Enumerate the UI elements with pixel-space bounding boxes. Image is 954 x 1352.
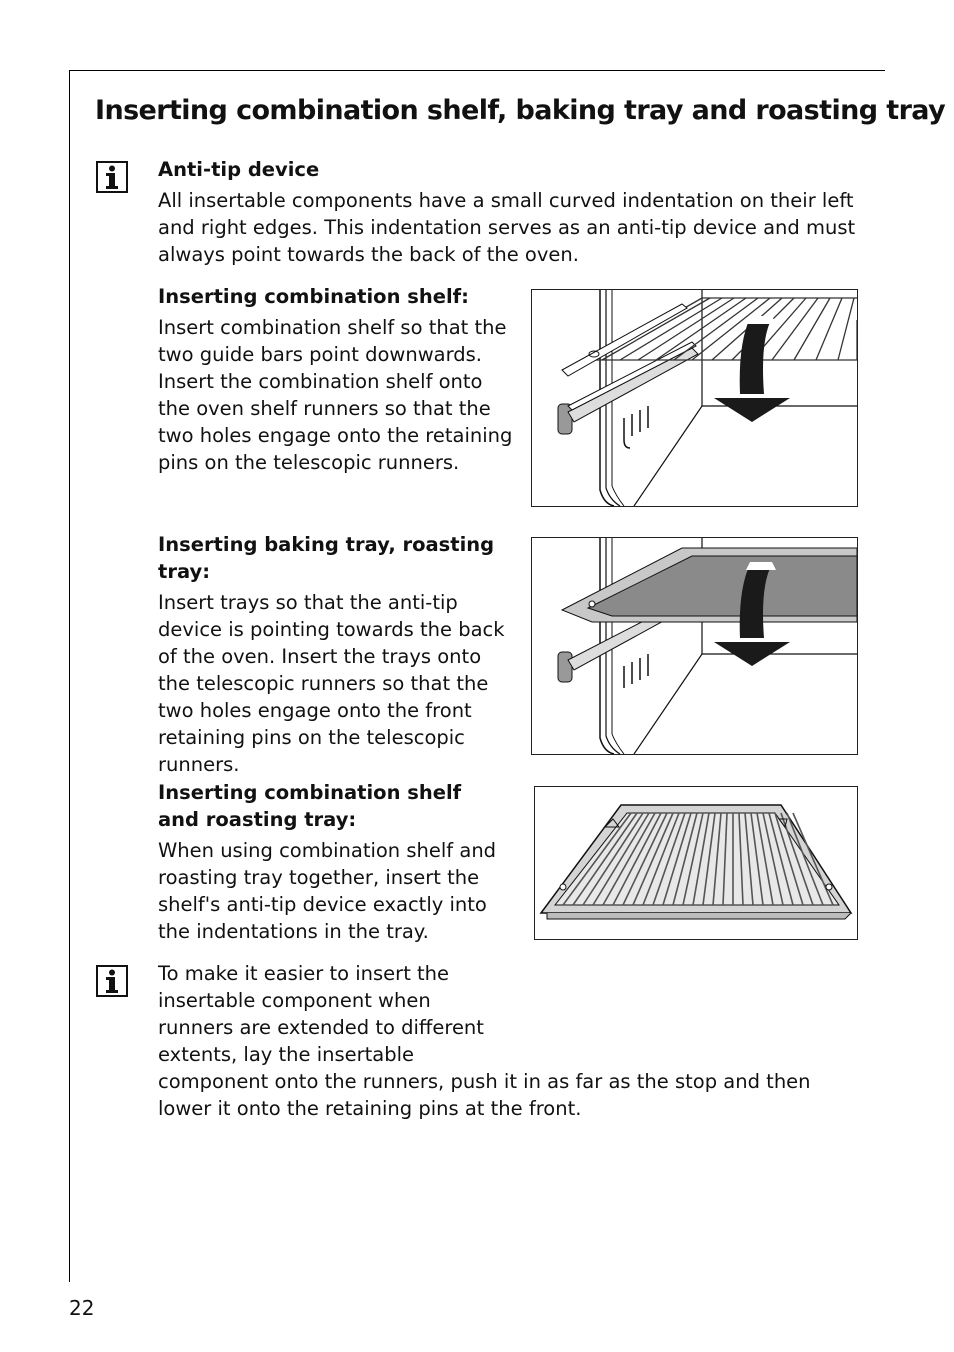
tray-text: Insert trays so that the anti-tip device is pointing towards the back of the oven. Insert the trays onto the telescopic runners so that the two holes engage onto the front retaining pins on the telescopic runners.	[158, 591, 505, 776]
shelf-insert-illustration	[531, 289, 858, 507]
shelf-tray-heading: Inserting combination shelf and roasting tray:	[158, 781, 462, 831]
top-rule	[69, 70, 885, 71]
info-icon	[96, 161, 128, 193]
anti-tip-heading: Anti-tip device	[158, 158, 320, 181]
tip-text: To make it easier to insert the insertable component when runners are extended to different extents, lay the insertable component onto the runners, push it in as far as the stop and then lower it onto the retaining pins at the front.	[158, 962, 811, 1120]
shelf-tray-text: When using combination shelf and roasting tray together, insert the shelf's anti-tip device exactly into the indentations in the tray.	[158, 839, 497, 943]
shelf-text: Insert combination shelf so that the two guide bars point downwards. Insert the combination shelf onto the oven shelf runners so that the two holes engage onto the retaining pins on the telescopic runners.	[158, 316, 513, 474]
shelf-heading: Inserting combination shelf:	[158, 285, 469, 308]
shelf-on-tray-illustration	[534, 786, 858, 940]
page-title: Inserting combination shelf, baking tray and roasting tray	[95, 95, 946, 126]
page-number: 22	[69, 1296, 95, 1320]
tray-section	[158, 531, 514, 778]
left-rule	[69, 70, 70, 1282]
tray-insert-illustration	[531, 537, 858, 755]
tip-section	[158, 960, 858, 1122]
anti-tip-section	[158, 156, 858, 268]
anti-tip-text: All insertable components have a small curved indentation on their left and right edges. This indentation serves as an anti-tip device and must always point towards the back of the oven.	[158, 189, 856, 266]
tip-wrap-spacer	[508, 960, 858, 1068]
shelf-section	[158, 283, 514, 476]
tray-heading: Inserting baking tray, roasting tray:	[158, 533, 495, 583]
info-icon	[96, 965, 128, 997]
shelf-tray-section	[158, 779, 508, 945]
